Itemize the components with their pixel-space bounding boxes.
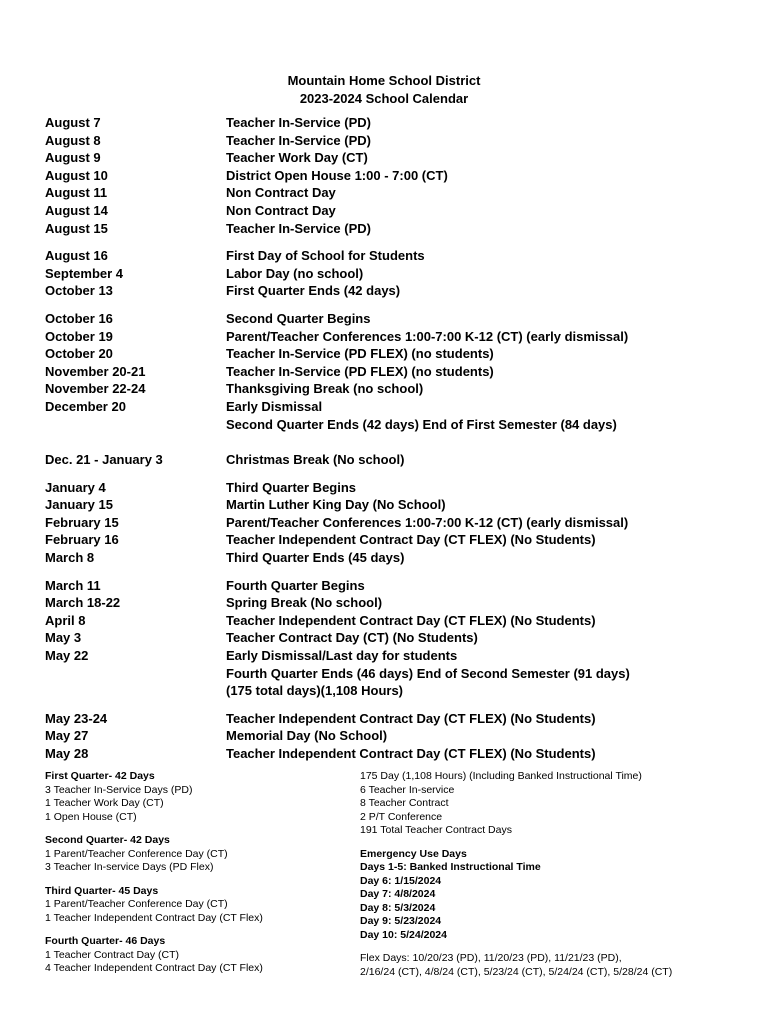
event-date: October 13 xyxy=(45,283,113,299)
calendar-group xyxy=(45,247,745,300)
emergency-days xyxy=(360,848,760,943)
event-description: Third Quarter Begins xyxy=(226,479,357,495)
calendar-row xyxy=(45,282,745,300)
event-date: May 3 xyxy=(45,630,82,646)
calendar-row xyxy=(45,612,745,630)
event-date: August 14 xyxy=(45,202,108,218)
event-description: Second Quarter Ends (42 days) End of First Semester (84 days) xyxy=(226,416,617,432)
quarter-title: Second Quarter- 42 Days xyxy=(45,834,170,846)
event-description: First Day of School for Students xyxy=(226,248,425,264)
event-description: Christmas Break (No school) xyxy=(226,452,405,468)
quarter-block xyxy=(45,935,345,976)
event-date: August 7 xyxy=(45,115,101,130)
calendar-row xyxy=(45,398,745,416)
event-description: Teacher Independent Contract Day (CT FLEX) (No Students) xyxy=(226,532,596,548)
event-date: March 18-22 xyxy=(45,595,121,611)
calendar-row xyxy=(45,682,745,700)
event-date: January 15 xyxy=(45,497,113,513)
quarter-block xyxy=(45,834,345,875)
quarter-line: 4 Teacher Independent Contract Day (CT Flex) xyxy=(45,962,263,974)
event-date: Dec. 21 - January 3 xyxy=(45,452,163,468)
event-date: August 9 xyxy=(45,150,101,166)
district-name: Mountain Home School District xyxy=(287,73,481,88)
total-line: 191 Total Teacher Contract Days xyxy=(360,824,512,836)
emergency-line: Day 8: 5/3/2024 xyxy=(360,901,436,914)
event-date: January 4 xyxy=(45,479,106,495)
event-description: Teacher In-Service (PD) xyxy=(226,132,371,148)
flex-line: 2/16/24 (CT), 4/8/24 (CT), 5/23/24 (CT), 5/24/24 (CT), 5/28/24 (CT) xyxy=(360,965,673,978)
calendar-row xyxy=(45,167,745,185)
calendar-row xyxy=(45,310,745,328)
event-description: Teacher In-Service (PD) xyxy=(226,220,371,236)
calendar-row xyxy=(45,479,745,497)
emergency-title: Emergency Use Days xyxy=(360,847,467,860)
quarter-summary xyxy=(45,770,345,986)
totals-summary xyxy=(360,770,760,989)
event-date: November 22-24 xyxy=(45,381,146,397)
calendar-row xyxy=(45,184,745,202)
event-date: August 16 xyxy=(45,248,108,264)
calendar-row xyxy=(45,496,745,514)
event-date: March 8 xyxy=(45,550,95,566)
event-description: Fourth Quarter Ends (46 days) End of Second Semester (91 days) xyxy=(226,665,630,681)
event-description: Thanksgiving Break (no school) xyxy=(226,381,424,397)
calendar-year: 2023-2024 School Calendar xyxy=(299,91,469,106)
calendar-row xyxy=(45,380,745,398)
calendar-row xyxy=(45,710,745,728)
quarter-line: 1 Parent/Teacher Conference Day (CT) xyxy=(45,847,228,860)
calendar-row xyxy=(45,328,745,346)
calendar-row xyxy=(45,577,745,595)
event-date: February 16 xyxy=(45,532,119,548)
event-description: Second Quarter Begins xyxy=(226,310,371,326)
event-date: May 23-24 xyxy=(45,710,108,726)
calendar-row xyxy=(45,247,745,265)
calendar-row xyxy=(45,416,745,434)
total-line: 175 Day (1,108 Hours) (Including Banked Instructional Time) xyxy=(360,770,642,782)
emergency-line: Days 1-5: Banked Instructional Time xyxy=(360,861,541,873)
calendar-row xyxy=(45,149,745,167)
calendar-group xyxy=(45,479,745,567)
quarter-block xyxy=(45,770,345,824)
event-date: October 16 xyxy=(45,310,113,326)
event-description: Labor Day (no school) xyxy=(226,265,364,281)
emergency-line: Day 6: 1/15/2024 xyxy=(360,874,442,887)
quarter-line: 1 Teacher Work Day (CT) xyxy=(45,797,164,809)
calendar-group xyxy=(45,577,745,700)
flex-days xyxy=(360,952,760,979)
document-title xyxy=(0,72,768,108)
event-description: (175 total days)(1,108 Hours) xyxy=(226,683,404,699)
calendar-row xyxy=(45,202,745,220)
event-description: Early Dismissal xyxy=(226,398,323,414)
emergency-line: Day 10: 5/24/2024 xyxy=(360,928,447,941)
calendar-group xyxy=(45,310,745,433)
calendar-row xyxy=(45,514,745,532)
quarter-line: 1 Open House (CT) xyxy=(45,810,137,823)
event-date xyxy=(45,416,226,434)
event-description: Early Dismissal/Last day for students xyxy=(226,648,458,664)
event-date xyxy=(45,665,226,683)
calendar-row xyxy=(45,594,745,612)
event-date: April 8 xyxy=(45,612,86,628)
event-date: May 22 xyxy=(45,648,89,664)
event-description: Martin Luther King Day (No School) xyxy=(226,497,446,513)
calendar-row xyxy=(45,132,745,150)
quarter-line: 1 Teacher Independent Contract Day (CT Flex) xyxy=(45,911,263,924)
emergency-line: Day 9: 5/23/2024 xyxy=(360,915,442,927)
event-date: October 20 xyxy=(45,346,113,362)
event-date: February 15 xyxy=(45,514,119,530)
calendar-row xyxy=(45,531,745,549)
event-description: Third Quarter Ends (45 days) xyxy=(226,550,405,566)
quarter-line: 3 Teacher In-service Days (PD Flex) xyxy=(45,861,214,873)
event-description: First Quarter Ends (42 days) xyxy=(226,283,401,299)
quarter-title: Third Quarter- 45 Days xyxy=(45,884,159,897)
event-description: Parent/Teacher Conferences 1:00-7:00 K-12 (CT) (early dismissal) xyxy=(226,328,629,344)
event-description: Teacher In-Service (PD FLEX) (no students) xyxy=(226,346,494,362)
event-date: May 28 xyxy=(45,746,89,761)
event-description: Memorial Day (No School) xyxy=(226,728,388,744)
calendar-group xyxy=(45,114,745,237)
event-date: August 8 xyxy=(45,132,101,148)
event-description: Teacher In-Service (PD) xyxy=(226,115,371,130)
calendar-row xyxy=(45,629,745,647)
event-description: Parent/Teacher Conferences 1:00-7:00 K-12 (CT) (early dismissal) xyxy=(226,514,629,530)
event-date: September 4 xyxy=(45,265,124,281)
event-description: Teacher Work Day (CT) xyxy=(226,150,368,166)
event-description: Teacher Independent Contract Day (CT FLEX) (No Students) xyxy=(226,746,596,761)
calendar-row xyxy=(45,363,745,381)
event-date: May 27 xyxy=(45,728,89,744)
calendar-row xyxy=(45,220,745,238)
total-line: 2 P/T Conference xyxy=(360,810,443,823)
event-description: Teacher Independent Contract Day (CT FLEX) (No Students) xyxy=(226,612,596,628)
total-line: 8 Teacher Contract xyxy=(360,797,449,809)
emergency-line: Day 7: 4/8/2024 xyxy=(360,888,436,900)
event-description: Non Contract Day xyxy=(226,202,336,218)
quarter-line: 3 Teacher In-Service Days (PD) xyxy=(45,783,193,796)
event-description: Spring Break (No school) xyxy=(226,595,383,611)
quarter-line: 1 Parent/Teacher Conference Day (CT) xyxy=(45,898,228,910)
event-description: Teacher In-Service (PD FLEX) (no students) xyxy=(226,363,494,379)
quarter-title: Fourth Quarter- 46 Days xyxy=(45,935,166,947)
contract-totals xyxy=(360,770,760,838)
event-description: Fourth Quarter Begins xyxy=(226,577,365,593)
calendar-group xyxy=(45,451,745,469)
event-date: December 20 xyxy=(45,398,126,414)
event-description: Teacher Independent Contract Day (CT FLEX) (No Students) xyxy=(226,710,596,726)
event-date: November 20-21 xyxy=(45,363,146,379)
event-date: August 15 xyxy=(45,220,108,236)
calendar-group xyxy=(45,710,745,763)
calendar-row xyxy=(45,549,745,567)
event-description: Teacher Contract Day (CT) (No Students) xyxy=(226,630,478,646)
event-date: August 11 xyxy=(45,185,108,201)
event-date xyxy=(45,682,226,700)
calendar-row xyxy=(45,451,745,469)
calendar-row xyxy=(45,265,745,283)
quarter-title: First Quarter- 42 Days xyxy=(45,770,155,782)
total-line: 6 Teacher In-service xyxy=(360,783,455,796)
calendar-entries xyxy=(45,114,745,773)
event-date: August 10 xyxy=(45,167,108,183)
quarter-line: 1 Teacher Contract Day (CT) xyxy=(45,948,180,961)
calendar-row xyxy=(45,745,745,763)
calendar-row xyxy=(45,727,745,745)
event-date: October 19 xyxy=(45,328,113,344)
calendar-row xyxy=(45,665,745,683)
event-description: District Open House 1:00 - 7:00 (CT) xyxy=(226,167,448,183)
flex-line: Flex Days: 10/20/23 (PD), 11/20/23 (PD), 11/21/23 (PD), xyxy=(360,952,622,964)
quarter-block xyxy=(45,885,345,926)
calendar-row xyxy=(45,114,745,132)
calendar-row xyxy=(45,345,745,363)
calendar-row xyxy=(45,647,745,665)
event-date: March 11 xyxy=(45,577,101,593)
event-description: Non Contract Day xyxy=(226,185,336,201)
